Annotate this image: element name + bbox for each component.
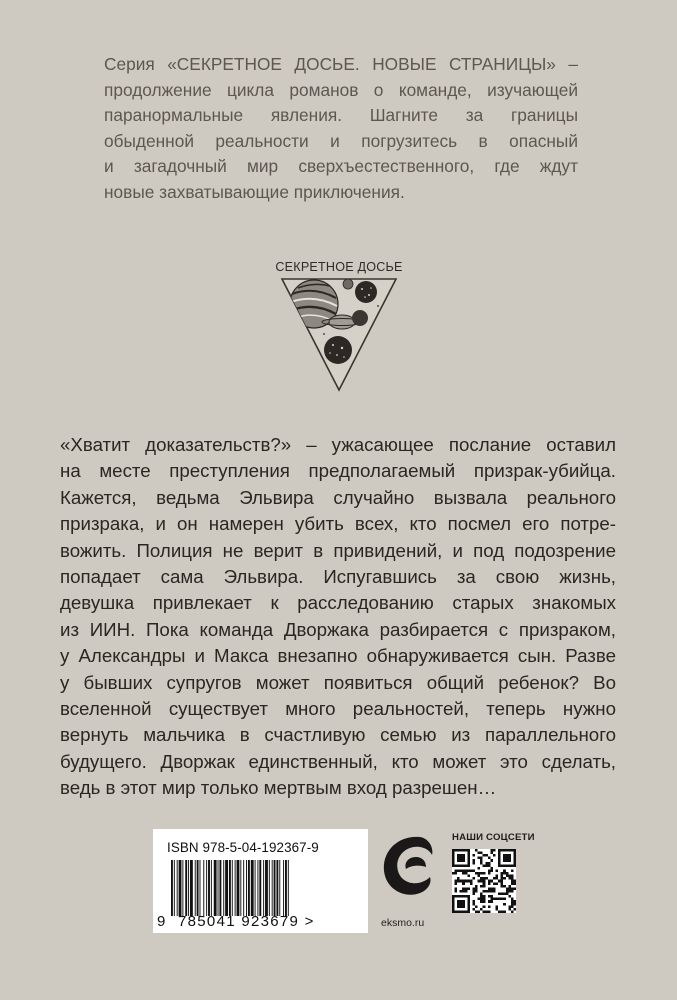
annotation-line: вожить. Полиция не верит в привидений, и под подозрение <box>60 539 616 561</box>
series-line: Серия «СЕКРЕТНОЕ ДОСЬЕ. НОВЫЕ СТРАНИЦЫ» – <box>104 54 578 74</box>
series-paragraph <box>104 52 578 206</box>
series-line: обыденной реальности и погрузитесь в опасный <box>104 130 578 151</box>
annotation-line: Кажется, ведьма Эльвира случайно вызвала реального <box>60 486 616 508</box>
annotation-line: «Хватит доказательств?» – ужасающее послание оставил <box>60 434 616 455</box>
barcode-digits <box>178 913 315 930</box>
barcode-arrow: > <box>304 913 315 930</box>
isbn-barcode-block <box>153 829 368 933</box>
series-line: и загадочный мир сверхъестественного, где ждут <box>104 156 578 177</box>
secret-dossier-triangle-logo <box>280 276 398 392</box>
qr-code-icon <box>452 849 516 913</box>
social-title: НАШИ СОЦСЕТИ <box>452 832 535 843</box>
annotation-line: попадает сама Эльвира. Испугавшись за свою жизнь, <box>60 566 616 588</box>
series-line: новые захватывающие приключения. <box>104 181 405 202</box>
barcode-icon <box>171 860 359 916</box>
barcode-first-digit: 9 <box>157 913 166 930</box>
annotation-line: из ИИН. Пока команда Дворжака разбирается с призраком, <box>60 618 616 640</box>
barcode-digit-groups: 785041 923679 <box>178 913 300 930</box>
annotation-line: на месте преступления предполагаемый призрак-убийца. <box>60 460 616 482</box>
publisher-url: eksmo.ru <box>381 917 425 929</box>
annotation-line: у бывших супругов может появиться общий ребенок? Во <box>60 671 616 693</box>
series-line: паранормальные явления. Шагните за границы <box>104 105 578 126</box>
annotation-line: вселенной существует много реальностей, теперь нужно <box>60 698 616 720</box>
eksmo-swirl-icon <box>376 829 440 903</box>
series-line: продолжение цикла романов о команде, изучающей <box>104 79 578 100</box>
annotation-paragraph <box>60 432 616 802</box>
annotation-line: ведь в этот мир только мертвым вход разрешен… <box>60 777 497 799</box>
annotation-line: призрака, и он намерен убить всех, кто посмел его потре- <box>60 513 616 535</box>
annotation-line: девушка привлекает к расследованию старых знакомых <box>60 592 616 614</box>
annotation-line: у Александры и Макса внезапно обнаруживается сын. Разве <box>60 645 616 667</box>
series-logo-caption: СЕКРЕТНОЕ ДОСЬЕ <box>275 260 403 274</box>
annotation-line: будущего. Дворжак единственный, кто может это сделать, <box>60 750 616 772</box>
annotation-line: вернуть мальчика в счастливую семью из параллельного <box>60 724 616 746</box>
isbn-number: ISBN 978-5-04-192367-9 <box>167 840 319 855</box>
